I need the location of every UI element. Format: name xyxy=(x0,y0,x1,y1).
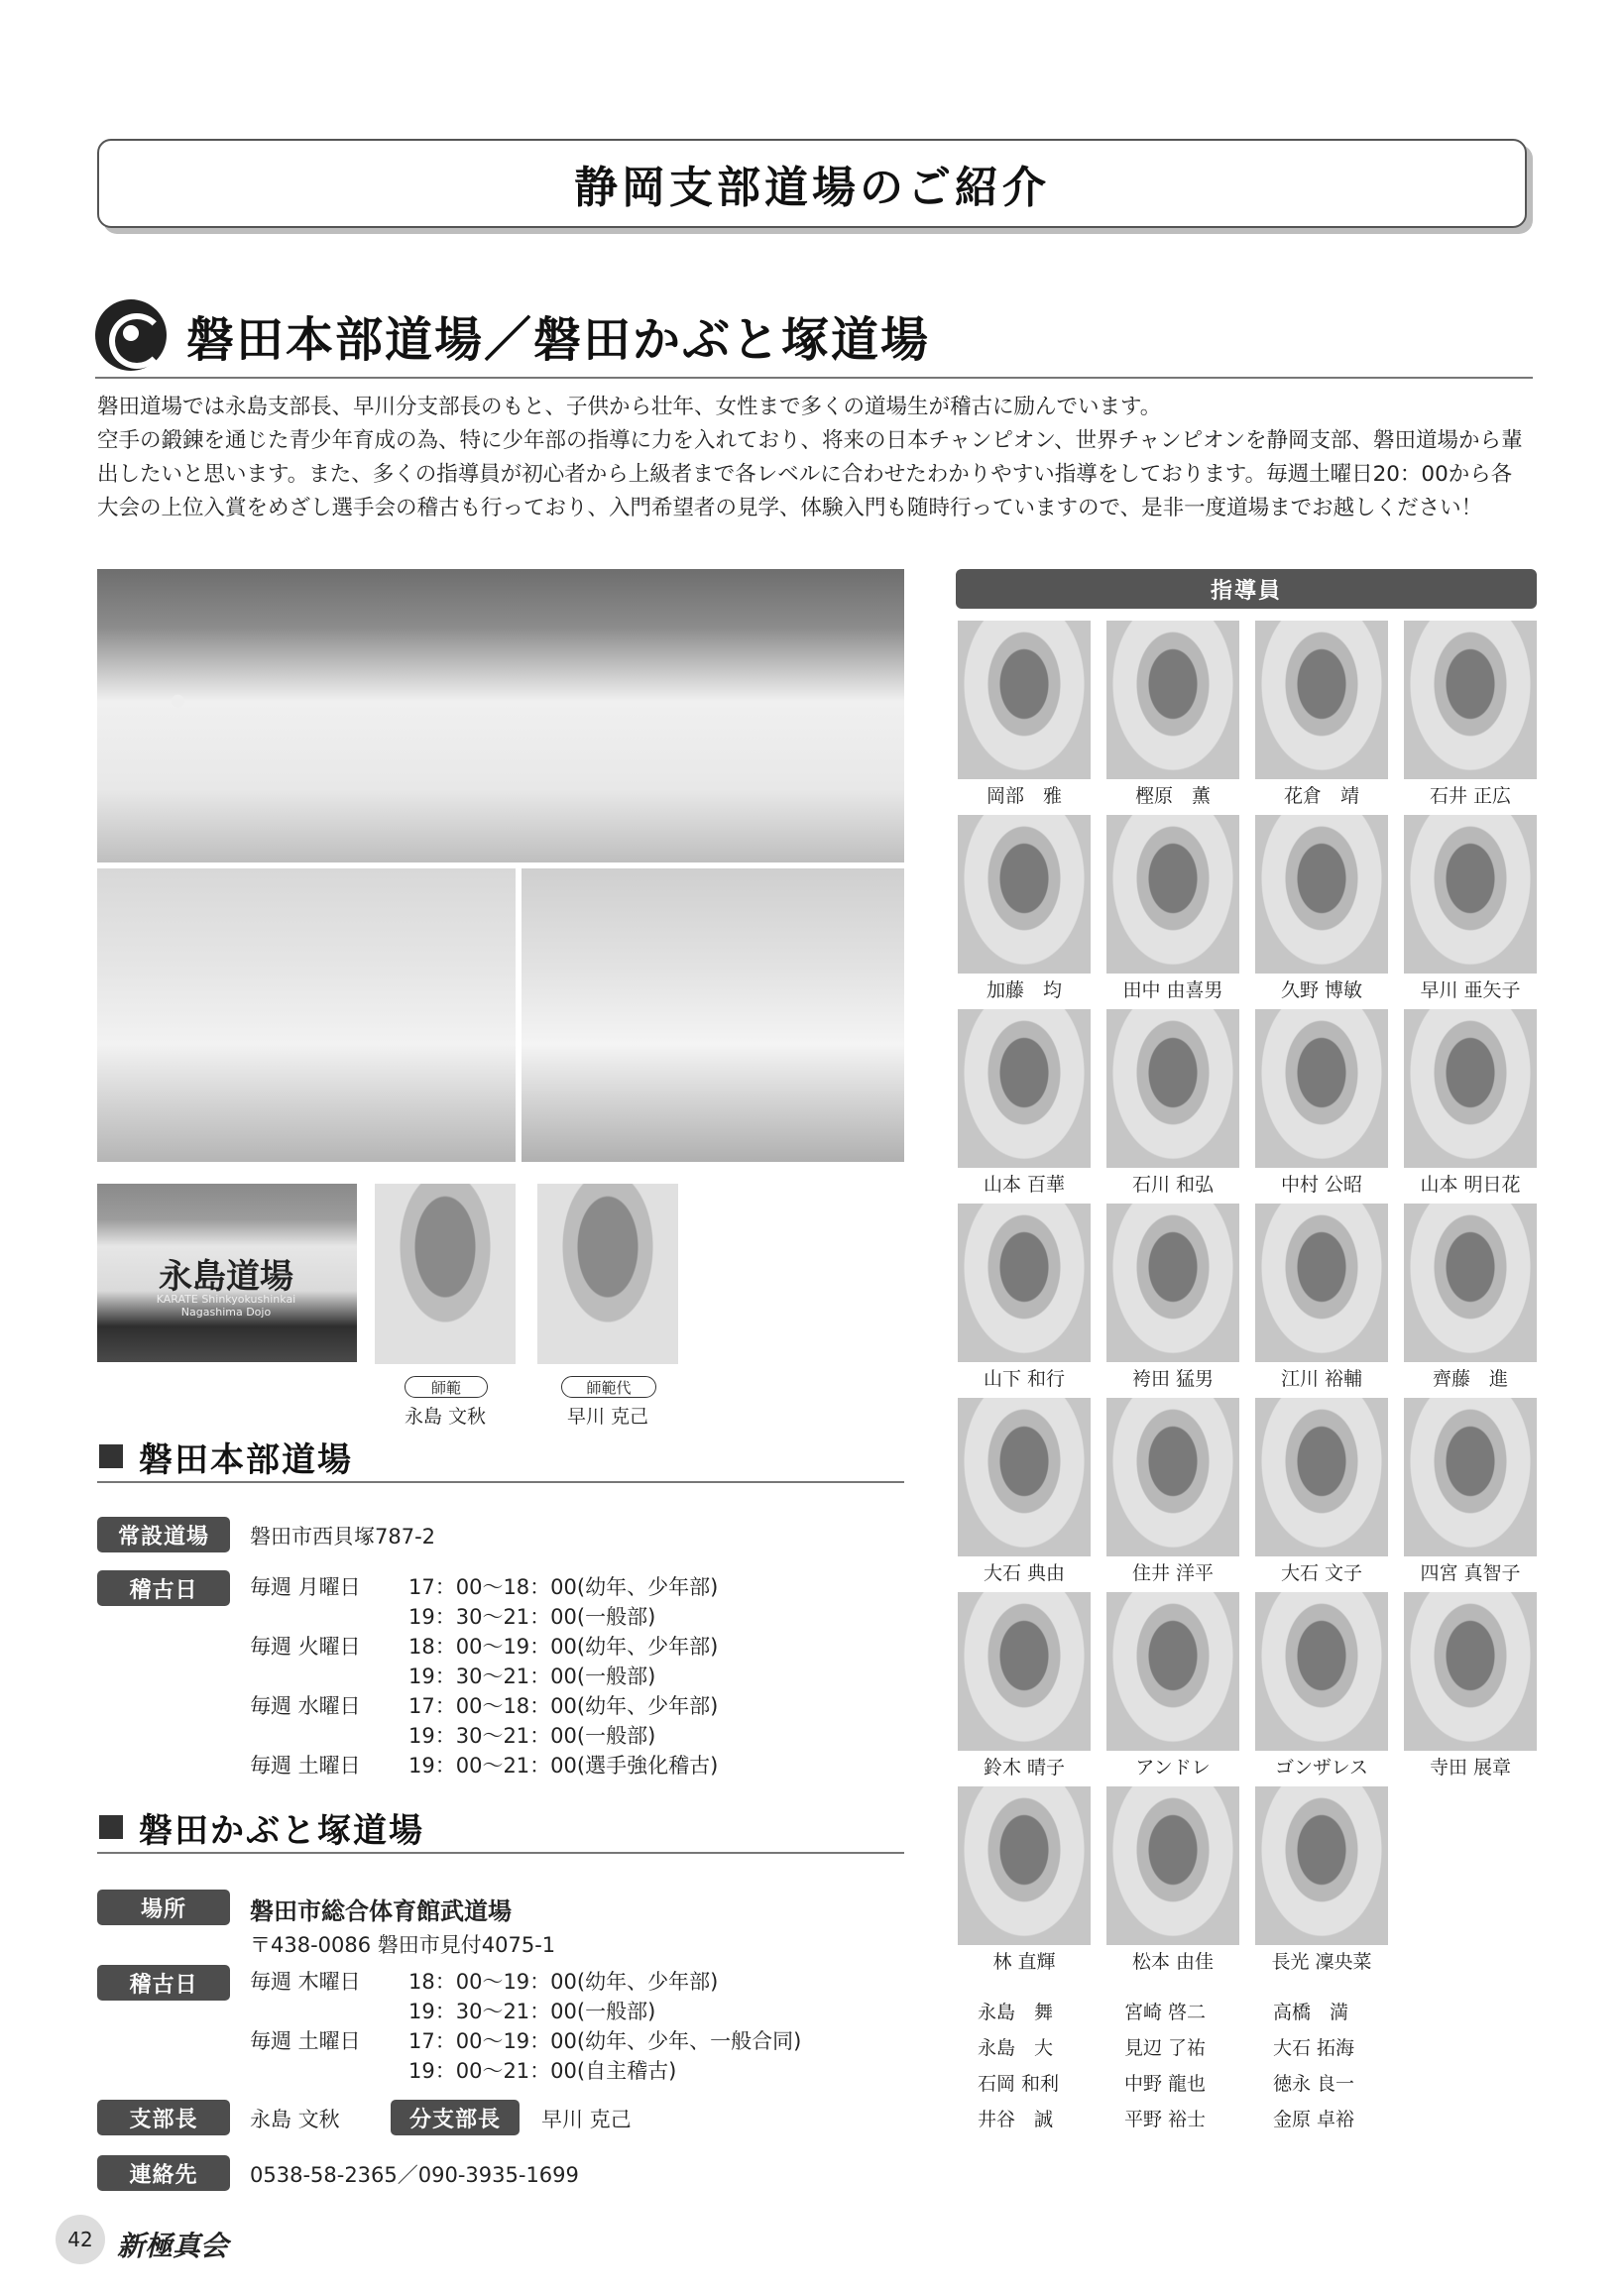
coach-name: 井谷 誠 xyxy=(978,2109,1054,2130)
schedule-row: 19：30〜21：00(一般部) xyxy=(408,1724,656,1748)
page-number: 42 xyxy=(56,2215,105,2264)
branch-chief-label: 支部長 xyxy=(97,2100,230,2135)
coach-card xyxy=(1106,621,1239,808)
coach-card xyxy=(1255,1398,1388,1585)
coach-photo xyxy=(1255,1592,1388,1751)
schedule-row: 毎週 火曜日 18：00〜19：00(幼年、少年部) xyxy=(250,1635,719,1659)
page-title-banner xyxy=(97,139,1527,228)
coaches-header: 指導員 xyxy=(956,569,1537,609)
coach-name: 大石 文子 xyxy=(1280,1562,1363,1584)
coach-photo xyxy=(1255,621,1388,779)
coach-name: 見辺 了祐 xyxy=(1124,2037,1207,2059)
coach-photo xyxy=(1106,1398,1239,1556)
coach-name: 永島 大 xyxy=(978,2037,1054,2059)
coach-name: 石岡 和利 xyxy=(978,2073,1060,2095)
coach-name: 中村 公昭 xyxy=(1280,1174,1363,1196)
coach-name: 徳永 良一 xyxy=(1273,2073,1355,2095)
section-header xyxy=(95,293,1533,379)
group-photo xyxy=(97,569,904,862)
coach-card xyxy=(1404,1204,1537,1391)
coach-name: 長光 凜央菜 xyxy=(1271,1951,1372,1973)
coach-name: 永島 舞 xyxy=(978,2002,1054,2023)
kabuto-schedule xyxy=(250,1967,801,2086)
coach-photo xyxy=(1404,1398,1537,1556)
coach-card xyxy=(1106,1592,1239,1779)
schedule-row: 毎週 土曜日 17：00〜19：00(幼年、少年、一般合同) xyxy=(250,2029,802,2053)
coach-photo xyxy=(1404,1009,1537,1168)
coach-card xyxy=(1255,815,1388,1002)
coach-name: 久野 博敏 xyxy=(1280,979,1363,1001)
coach-photo xyxy=(1106,1204,1239,1362)
coach-card xyxy=(1255,1204,1388,1391)
role-badge: 師範 xyxy=(405,1376,488,1398)
coach-card xyxy=(958,621,1091,808)
intro-paragraph: 空手の鍛錬を通じた青少年育成の為、特に少年部の指導に力を入れており、将来の日本チャンピオン、世界チャンピオンを静岡支部、磐田道場から輩出したいと思います。また、多くの指導員が初心者から上級者まで各レベルに合わせたわかりやすい指導をしております。毎週土曜日20：00から各大会の上位入賞をめざし選手会の稽古も行っており、入門希望者の見学、体験入門も随時行っていますので、是非一度道場までお越しください！ xyxy=(97,428,1523,520)
honbu-schedule xyxy=(250,1572,718,1780)
role-badge: 師範代 xyxy=(561,1376,656,1398)
coach-photo xyxy=(1255,1786,1388,1945)
coach-name: 山本 明日花 xyxy=(1420,1174,1521,1196)
footer-logo: 新極真会 xyxy=(117,2230,229,2262)
schedule-row: 19：00〜21：00(自主稽古) xyxy=(408,2059,677,2083)
coach-name: 花倉 靖 xyxy=(1283,785,1359,807)
coach-name: 加藤 均 xyxy=(986,979,1062,1001)
coach-photo xyxy=(958,1398,1091,1556)
coach-photo xyxy=(1255,1398,1388,1556)
coach-name: 宮崎 啓二 xyxy=(1124,2002,1207,2023)
honbu-title-text: 磐田本部道場 xyxy=(139,1439,353,1480)
coach-name: 鈴木 晴子 xyxy=(983,1757,1066,1779)
coach-name: 四宮 真智子 xyxy=(1420,1562,1521,1584)
coach-photo xyxy=(1106,621,1239,779)
coach-card xyxy=(1106,815,1239,1002)
coach-card xyxy=(1404,621,1537,808)
kabuto-title xyxy=(97,1802,904,1854)
coach-card xyxy=(1404,1592,1537,1779)
coach-card xyxy=(958,815,1091,1002)
coach-name: 江川 裕輔 xyxy=(1280,1368,1363,1390)
coach-name: 松本 由佳 xyxy=(1131,1951,1215,1973)
group-photo xyxy=(97,868,516,1162)
schedule-label: 稽古日 xyxy=(97,1570,230,1606)
kabuto-postal-address: 〒438-0086 磐田市見付4075-1 xyxy=(250,1933,556,1957)
coach-name: 林 直輝 xyxy=(992,1951,1056,1973)
coach-name: 山下 和行 xyxy=(983,1368,1066,1390)
coach-card xyxy=(1255,1786,1388,1974)
coach-name: 石井 正広 xyxy=(1429,785,1512,807)
coach-photo xyxy=(958,1204,1091,1362)
schedule-row: 毎週 木曜日 18：00〜19：00(幼年、少年部) xyxy=(250,1970,719,1994)
coach-name: 金原 卓裕 xyxy=(1273,2109,1355,2130)
coach-photo xyxy=(1106,1592,1239,1751)
other-coaches-column xyxy=(1273,1995,1354,2137)
kabuto-title-text: 磐田かぶと塚道場 xyxy=(139,1810,424,1851)
coach-photo xyxy=(1255,815,1388,974)
dojo-sign-photo xyxy=(97,1184,357,1362)
coach-card xyxy=(958,1009,1091,1197)
coach-card xyxy=(1106,1009,1239,1197)
square-bullet-icon xyxy=(99,1815,123,1839)
coach-photo xyxy=(958,1786,1091,1945)
coach-card xyxy=(958,1204,1091,1391)
intro-text xyxy=(97,391,1533,525)
coach-photo xyxy=(1404,1592,1537,1751)
sensei-portrait xyxy=(537,1184,678,1364)
coach-name: 中野 龍也 xyxy=(1124,2073,1207,2095)
honbu-address: 磐田市西貝塚787-2 xyxy=(250,1525,436,1549)
coach-photo xyxy=(958,1009,1091,1168)
coach-name: 大石 拓海 xyxy=(1273,2037,1355,2059)
coach-card xyxy=(1255,1009,1388,1197)
square-bullet-icon xyxy=(99,1444,123,1468)
branch-chief-name: 永島 文秋 xyxy=(250,2108,340,2131)
coach-name: 田中 由喜男 xyxy=(1122,979,1223,1001)
schedule-label: 稽古日 xyxy=(97,1965,230,2001)
coach-card xyxy=(1106,1204,1239,1391)
schedule-row: 19：30〜21：00(一般部) xyxy=(408,2000,656,2023)
coach-card xyxy=(1106,1398,1239,1585)
coach-name: 早川 亜矢子 xyxy=(1420,979,1521,1001)
schedule-row: 19：30〜21：00(一般部) xyxy=(408,1605,656,1629)
coach-name: ゴンザレス xyxy=(1274,1757,1369,1779)
coach-photo xyxy=(1404,1204,1537,1362)
intro-paragraph: 磐田道場では永島支部長、早川分支部長のもと、子供から壮年、女性まで多くの道場生が稽古に励んでいます。 xyxy=(97,395,1162,419)
coach-photo xyxy=(1106,815,1239,974)
coach-card xyxy=(958,1786,1091,1974)
coach-card xyxy=(958,1398,1091,1585)
coach-card xyxy=(1255,1592,1388,1779)
coach-photo xyxy=(1106,1009,1239,1168)
coach-card xyxy=(1404,1009,1537,1197)
shinkyokushin-logo-icon xyxy=(95,299,167,371)
coach-photo xyxy=(1255,1204,1388,1362)
coach-name: アンドレ xyxy=(1135,1757,1211,1779)
coach-photo xyxy=(958,621,1091,779)
coach-card xyxy=(1404,1398,1537,1585)
sensei-portrait xyxy=(375,1184,516,1364)
coach-name: 樫原 薫 xyxy=(1134,785,1211,807)
contact-phone: 0538-58-2365／090-3935-1699 xyxy=(250,2163,579,2187)
contact-label: 連絡先 xyxy=(97,2155,230,2191)
coach-photo xyxy=(1255,1009,1388,1168)
coach-photo xyxy=(1404,621,1537,779)
place-label: 場所 xyxy=(97,1890,230,1925)
coach-photo xyxy=(958,1592,1091,1751)
coach-card xyxy=(958,1592,1091,1779)
schedule-row: 毎週 月曜日 17：00〜18：00(幼年、少年部) xyxy=(250,1575,719,1599)
coach-name: 岡部 雅 xyxy=(986,785,1062,807)
other-coaches-column xyxy=(1124,1995,1206,2137)
coach-name: 山本 百華 xyxy=(983,1174,1066,1196)
coach-photo xyxy=(1106,1786,1239,1945)
sub-chief-label: 分支部長 xyxy=(391,2100,520,2135)
coach-photo xyxy=(958,815,1091,974)
coach-name: 袴田 猛男 xyxy=(1131,1368,1215,1390)
page-title: 静岡支部道場のご紹介 xyxy=(574,163,1050,213)
schedule-row: 19：30〜21：00(一般部) xyxy=(408,1665,656,1688)
coach-name: 住井 洋平 xyxy=(1131,1562,1215,1584)
dojo-sign-subtext: KARATE Shinkyokushinkai Nagashima Dojo xyxy=(156,1293,296,1319)
address-label: 常設道場 xyxy=(97,1517,230,1552)
coach-card xyxy=(1404,815,1537,1002)
coach-name: 齊藤 進 xyxy=(1432,1368,1508,1390)
sub-chief-name: 早川 克己 xyxy=(541,2108,632,2131)
dojo-sign-text: 永島道場 xyxy=(159,1257,293,1297)
coach-card xyxy=(1106,1786,1239,1974)
coach-name: 石川 和弘 xyxy=(1131,1174,1215,1196)
schedule-row: 毎週 水曜日 17：00〜18：00(幼年、少年部) xyxy=(250,1694,719,1718)
schedule-row: 毎週 土曜日 19：00〜21：00(選手強化稽古) xyxy=(250,1754,719,1778)
coach-name: 寺田 展章 xyxy=(1429,1757,1512,1779)
sensei-name: 早川 克己 xyxy=(566,1406,649,1428)
coach-card xyxy=(1255,621,1388,808)
sensei-name: 永島 文秋 xyxy=(404,1406,487,1428)
coach-photo xyxy=(1404,815,1537,974)
honbu-title xyxy=(97,1432,904,1483)
other-coaches-column xyxy=(978,1995,1059,2137)
coach-name: 大石 典由 xyxy=(983,1562,1066,1584)
kabuto-place: 磐田市総合体育館武道場 xyxy=(250,1897,512,1925)
coach-name: 高橋 満 xyxy=(1273,2002,1349,2023)
group-photo xyxy=(522,868,904,1162)
section-title: 磐田本部道場／磐田かぶと塚道場 xyxy=(186,311,931,368)
coach-name: 平野 裕士 xyxy=(1124,2109,1207,2130)
